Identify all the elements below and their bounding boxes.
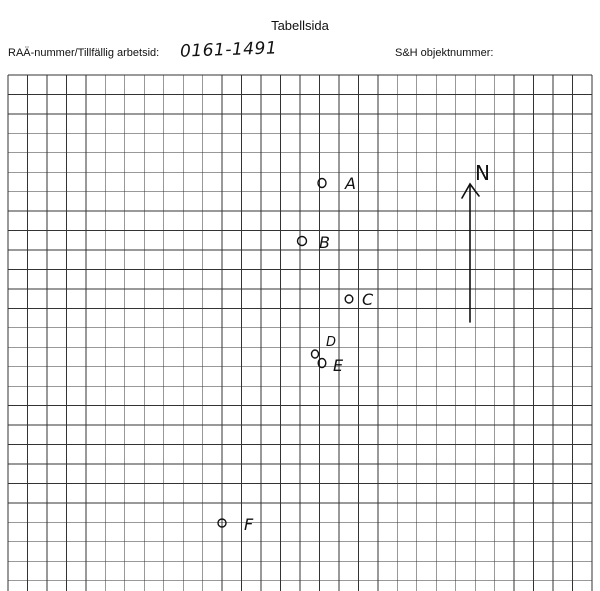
- raa-number-value: 0161-1491: [179, 38, 278, 62]
- grid-lines: [8, 75, 592, 591]
- point-d-marker: [312, 350, 319, 358]
- point-label-f: F: [244, 515, 254, 534]
- north-arrow: [462, 184, 479, 322]
- point-label-e: E: [333, 356, 344, 375]
- page-title: Tabellsida: [271, 18, 329, 33]
- raa-number-label: RAÄ-nummer/Tillfällig arbetsid:: [8, 47, 160, 59]
- point-b-marker: [298, 237, 307, 246]
- point-label-a: A: [345, 174, 356, 193]
- point-label-c: C: [362, 290, 374, 309]
- sh-object-number-label: S&H objektnummer:: [395, 47, 494, 59]
- point-label-b: B: [319, 233, 330, 252]
- north-label: N: [475, 161, 490, 185]
- point-c-marker: [345, 295, 353, 303]
- point-label-d: D: [326, 335, 337, 350]
